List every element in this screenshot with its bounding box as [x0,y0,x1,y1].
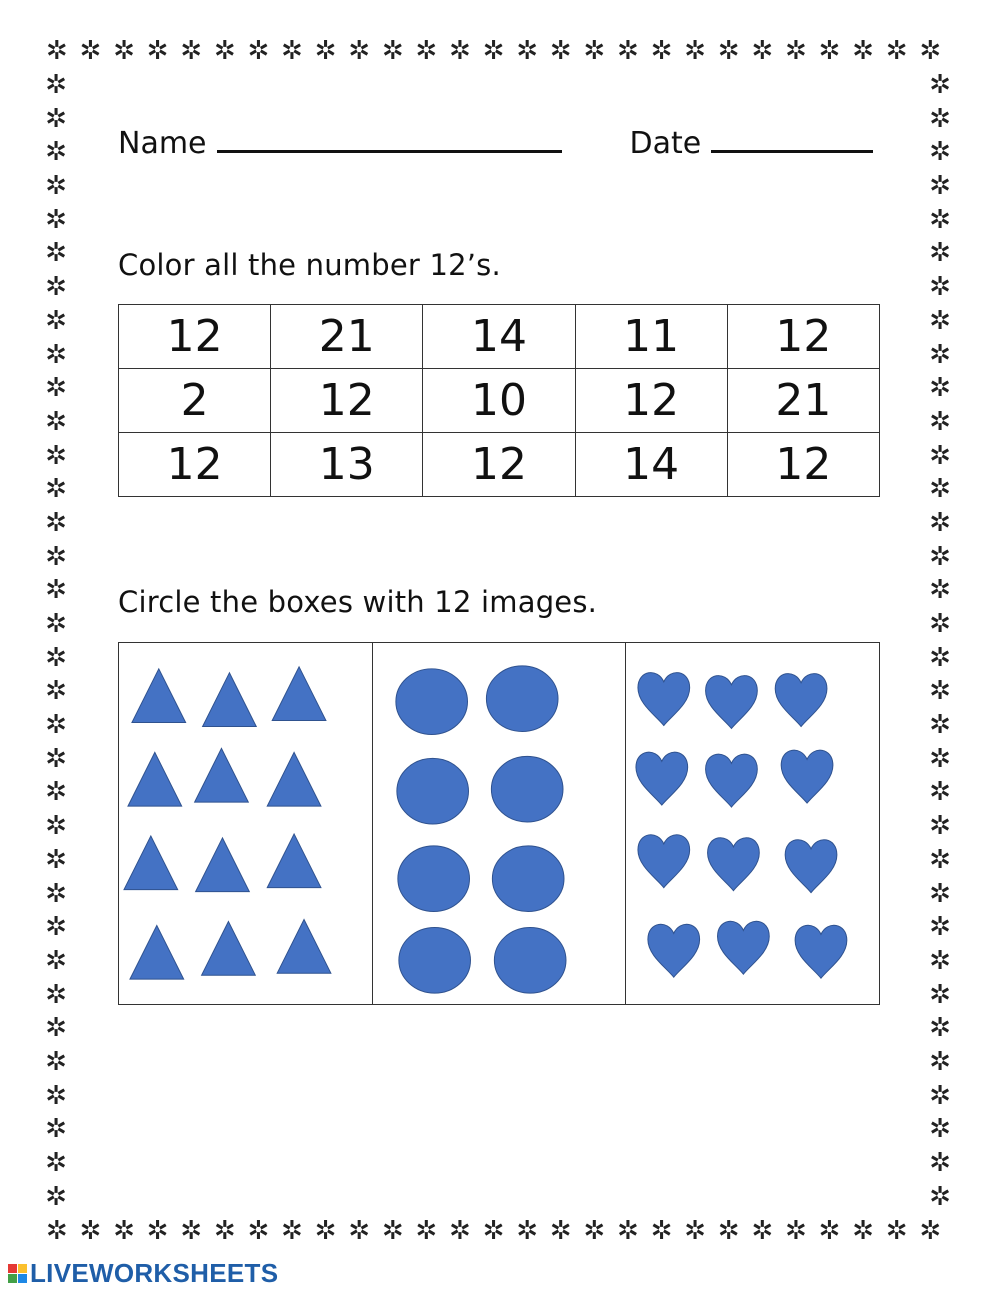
star-glyph: ✲ [929,507,951,538]
star-glyph: ✲ [929,72,951,100]
star-glyph: ✲ [45,945,67,976]
star-border-top [40,38,965,70]
star-glyph: ✲ [650,38,673,66]
star-glyph: ✲ [929,979,951,1010]
star-glyph: ✲ [415,38,438,66]
number-cell[interactable]: 21 [727,369,879,433]
star-glyph: ✲ [213,38,236,66]
hearts-svg [626,643,879,1004]
heart-shape [706,676,758,729]
star-glyph: ✲ [45,642,67,673]
star-glyph: ✲ [784,38,807,66]
star-glyph: ✲ [45,507,67,538]
star-border-bottom [40,1218,965,1250]
star-glyph: ✲ [549,38,572,66]
star-glyph: ✲ [45,171,67,202]
star-glyph: ✲ [45,676,67,707]
star-glyph: ✲ [929,1080,951,1111]
star-glyph: ✲ [929,878,951,909]
star-glyph: ✲ [348,1218,371,1246]
star-glyph: ✲ [281,1218,303,1246]
number-cell[interactable]: 12 [119,433,271,497]
star-glyph: ✲ [929,440,951,471]
triangle-shape [267,834,321,888]
star-glyph: ✲ [45,204,67,235]
name-label: Name [118,126,207,161]
star-glyph: ✲ [919,1218,942,1246]
star-glyph: ✲ [929,373,951,404]
star-glyph: ✲ [929,238,951,269]
star-glyph: ✲ [929,272,951,303]
star-glyph: ✲ [929,811,951,842]
triangle-shape [128,752,182,806]
star-glyph: ✲ [281,38,303,66]
star-glyph: ✲ [929,912,951,943]
heart-shape [718,921,770,974]
star-glyph: ✲ [79,38,102,66]
star-glyph: ✲ [45,844,67,875]
star-glyph: ✲ [449,1218,471,1246]
star-glyph: ✲ [929,541,951,572]
star-glyph: ✲ [381,38,404,66]
star-glyph: ✲ [929,945,951,976]
grid-row [119,369,880,433]
star-glyph: ✲ [818,38,841,66]
star-glyph: ✲ [45,1218,68,1246]
header-line [118,122,898,162]
number-cell[interactable]: 12 [727,433,879,497]
star-glyph: ✲ [45,339,67,370]
star-glyph: ✲ [684,1218,706,1246]
star-glyph: ✲ [45,72,67,100]
star-glyph: ✲ [929,103,951,134]
star-glyph: ✲ [852,1218,874,1246]
star-glyph: ✲ [482,38,505,66]
triangle-shape [130,925,184,979]
triangle-shape [272,667,326,721]
star-glyph: ✲ [929,676,951,707]
star-glyph: ✲ [885,38,908,66]
star-border-right [924,72,956,1218]
star-glyph: ✲ [45,440,67,471]
triangle-shape [132,669,186,723]
circle-shape [486,666,558,732]
star-glyph: ✲ [516,38,538,66]
star-glyph: ✲ [45,38,68,66]
star-glyph: ✲ [247,1218,270,1246]
heart-shape [636,752,688,805]
star-glyph: ✲ [929,642,951,673]
star-glyph: ✲ [146,1218,169,1246]
star-glyph: ✲ [929,1148,951,1178]
number-cell[interactable]: 11 [575,305,727,369]
heart-shape [786,840,838,893]
star-glyph: ✲ [45,238,67,269]
triangle-shape [203,673,257,727]
star-glyph: ✲ [852,38,874,66]
triangle-shape [195,748,249,802]
star-border-left [40,72,72,1218]
star-glyph: ✲ [247,38,270,66]
circle-shape [399,927,471,993]
number-cell[interactable]: 14 [575,433,727,497]
star-glyph: ✲ [45,474,67,505]
star-glyph: ✲ [45,912,67,943]
star-glyph: ✲ [45,373,67,404]
grid-row [119,305,880,369]
number-cell[interactable]: 10 [423,369,575,433]
star-glyph: ✲ [929,1046,951,1077]
star-glyph: ✲ [45,710,67,741]
number-cell[interactable]: 14 [423,305,575,369]
star-glyph: ✲ [348,38,371,66]
star-glyph: ✲ [929,171,951,202]
star-glyph: ✲ [113,38,135,66]
star-glyph: ✲ [929,474,951,505]
triangles-svg [119,643,372,1004]
star-glyph: ✲ [929,406,951,437]
color-instruction: Color all the number 12’s. [118,248,501,282]
footer-logo [8,1258,278,1288]
star-glyph: ✲ [751,38,774,66]
heart-shape [638,835,690,888]
number-cell[interactable]: 12 [727,305,879,369]
circle-shape [397,758,469,824]
star-glyph: ✲ [45,272,67,303]
name-blank-line[interactable] [217,122,562,153]
star-glyph: ✲ [929,743,951,774]
circle-shape [396,669,468,735]
star-glyph: ✲ [45,1114,67,1145]
star-glyph: ✲ [784,1218,807,1246]
star-glyph: ✲ [583,1218,606,1246]
heart-shape [638,673,690,726]
triangle-shape [267,752,321,806]
star-glyph: ✲ [717,38,740,66]
star-glyph: ✲ [929,1114,951,1145]
star-glyph: ✲ [45,541,67,572]
number-cell[interactable]: 2 [119,369,271,433]
star-glyph: ✲ [45,406,67,437]
heart-shape [706,754,758,807]
star-glyph: ✲ [717,1218,740,1246]
star-glyph: ✲ [929,575,951,606]
star-glyph: ✲ [919,38,942,66]
circle-instruction: Circle the boxes with 12 images. [118,585,598,619]
star-glyph: ✲ [885,1218,908,1246]
star-glyph: ✲ [314,38,337,66]
star-glyph: ✲ [79,1218,102,1246]
star-glyph: ✲ [45,979,67,1010]
star-glyph: ✲ [45,575,67,606]
star-glyph: ✲ [929,1013,951,1044]
shape-boxes [118,642,880,1005]
star-glyph: ✲ [314,1218,337,1246]
star-glyph: ✲ [45,103,67,134]
star-glyph: ✲ [113,1218,135,1246]
star-glyph: ✲ [45,1181,67,1212]
star-glyph: ✲ [45,305,67,336]
star-glyph: ✲ [45,878,67,909]
liveworksheets-logo-icon [8,1264,27,1283]
star-glyph: ✲ [45,609,67,639]
star-glyph: ✲ [415,1218,438,1246]
star-glyph: ✲ [929,305,951,336]
star-glyph: ✲ [929,1181,951,1212]
heart-box[interactable] [625,643,879,1004]
star-glyph: ✲ [146,38,169,66]
star-glyph: ✲ [616,38,639,66]
circle-shape [491,756,563,822]
triangle-shape [202,921,256,975]
star-glyph: ✲ [213,1218,236,1246]
star-glyph: ✲ [45,1046,67,1077]
circle-shape [492,846,564,912]
star-glyph: ✲ [583,38,606,66]
circle-shape [494,927,566,993]
heart-shape [782,750,834,803]
star-glyph: ✲ [650,1218,673,1246]
circle-shape [398,846,470,912]
number-cell[interactable]: 21 [271,305,423,369]
star-glyph: ✲ [45,1080,67,1111]
date-blank-line[interactable] [711,122,873,153]
number-cell[interactable]: 12 [423,433,575,497]
star-glyph: ✲ [616,1218,639,1246]
star-glyph: ✲ [684,38,706,66]
date-label: Date [629,126,702,161]
heart-shape [708,838,760,891]
star-glyph: ✲ [180,38,203,66]
grid-row [119,433,880,497]
star-glyph: ✲ [929,609,951,639]
number-cell[interactable]: 12 [271,369,423,433]
number-grid [118,304,880,497]
star-glyph: ✲ [482,1218,505,1246]
star-glyph: ✲ [45,1148,67,1178]
triangle-shape [124,836,178,890]
triangle-box[interactable] [119,643,372,1004]
star-glyph: ✲ [45,811,67,842]
star-glyph: ✲ [929,339,951,370]
star-glyph: ✲ [180,1218,203,1246]
star-glyph: ✲ [751,1218,774,1246]
number-cell[interactable]: 13 [271,433,423,497]
heart-shape [795,925,847,978]
star-glyph: ✲ [45,743,67,774]
star-glyph: ✲ [449,38,471,66]
star-glyph: ✲ [45,137,67,168]
number-cell[interactable]: 12 [575,369,727,433]
star-glyph: ✲ [929,204,951,235]
circles-svg [373,643,626,1004]
triangle-shape [196,838,250,892]
triangle-shape [277,919,331,973]
star-glyph: ✲ [45,777,67,808]
star-glyph: ✲ [516,1218,538,1246]
star-glyph: ✲ [549,1218,572,1246]
star-glyph: ✲ [929,137,951,168]
star-glyph: ✲ [929,777,951,808]
circle-box[interactable] [372,643,626,1004]
star-glyph: ✲ [45,1013,67,1044]
star-glyph: ✲ [381,1218,404,1246]
heart-shape [776,674,828,727]
brand-text: LIVEWORKSHEETS [30,1257,279,1288]
heart-shape [648,924,700,977]
number-cell[interactable]: 12 [119,305,271,369]
star-glyph: ✲ [929,710,951,741]
star-glyph: ✲ [929,844,951,875]
star-glyph: ✲ [818,1218,841,1246]
